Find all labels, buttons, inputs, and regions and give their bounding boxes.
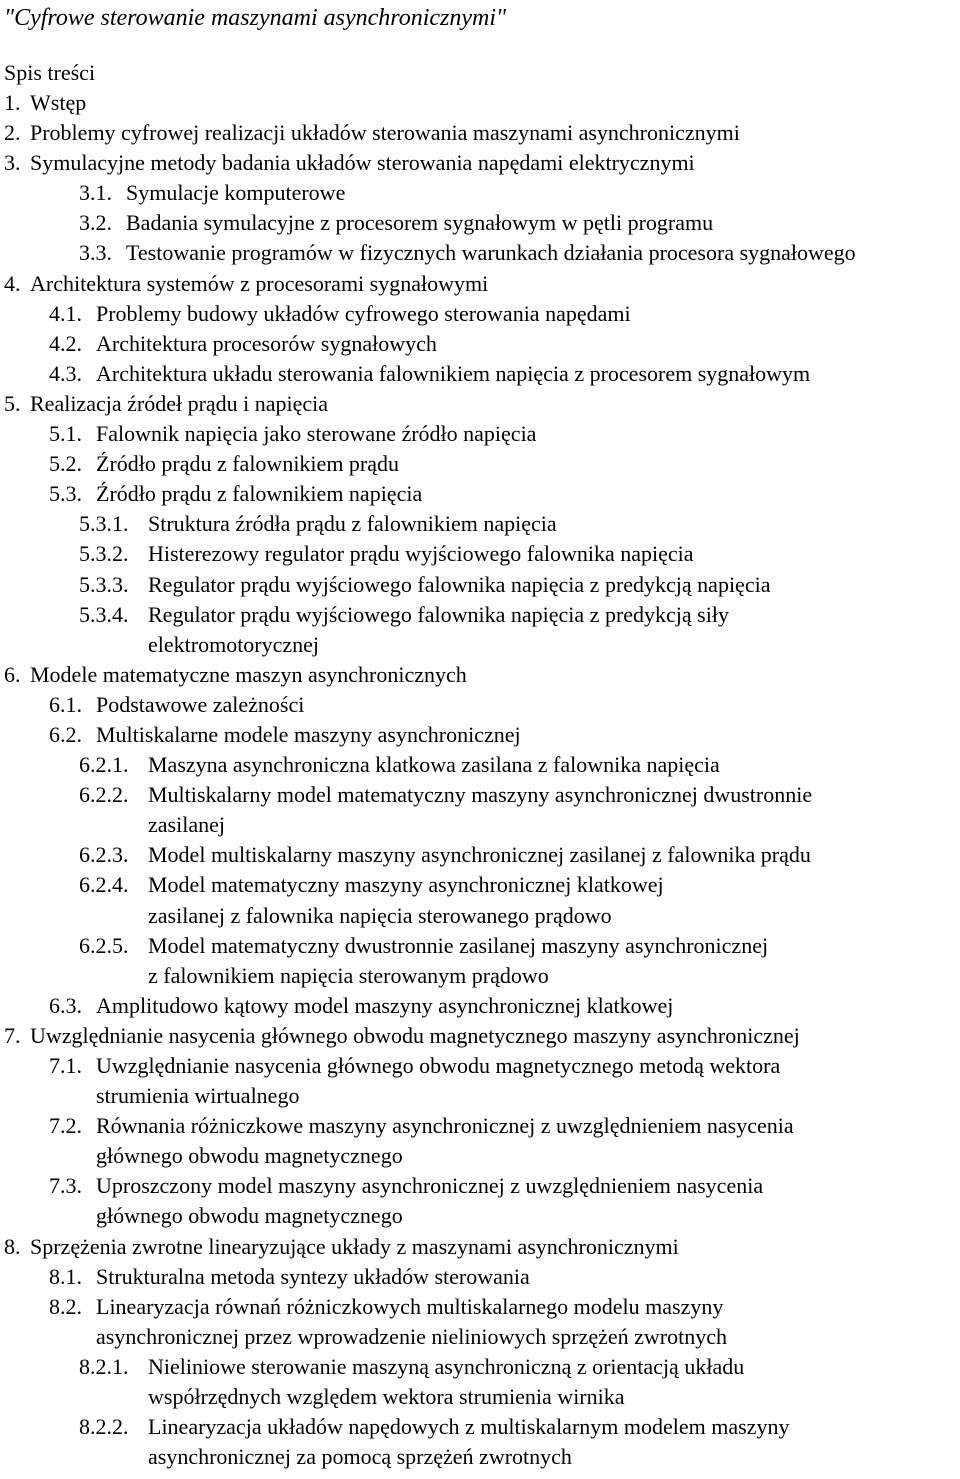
table-of-contents [0, 88, 960, 1472]
toc-entry [0, 359, 960, 389]
toc-entry [0, 539, 960, 569]
toc-entry-number: 7. [4, 1022, 21, 1048]
toc-entry-number: 5.3.2. [79, 541, 129, 567]
toc-entry-title [30, 389, 328, 419]
toc-entry-title-line: Uproszczony model maszyny asynchronicznej z uwzględnieniem nasycenia [96, 1173, 764, 1199]
toc-entry [0, 570, 960, 600]
toc-entry-number: 5.3.1. [79, 511, 129, 537]
toc-entry [0, 1412, 960, 1472]
toc-entry [0, 509, 960, 539]
toc-entry [0, 329, 960, 359]
toc-entry-number: 7.1. [49, 1053, 82, 1078]
toc-entry-number: 7.2. [49, 1113, 82, 1139]
toc-entry-title [148, 1412, 789, 1472]
toc-entry-title [96, 991, 673, 1021]
toc-entry-title-line: Falownik napięcia jako sterowane źródło napięcia [96, 421, 537, 447]
toc-entry-title-line: Regulator prądu wyjściowego falownika napięcia z predykcją siły [148, 601, 729, 627]
toc-entry-number: 5.3. [49, 481, 82, 507]
toc-entry-title-line: Badania symulacyjne z procesorem sygnałowym w pętli programu [126, 210, 714, 236]
toc-entry [0, 1262, 960, 1292]
toc-entry [0, 1292, 960, 1352]
toc-entry [0, 1021, 960, 1051]
toc-entry-title-line: Regulator prądu wyjściowego falownika napięcia z predykcją napięcia [148, 571, 771, 597]
toc-entry-title [96, 1292, 727, 1352]
toc-entry-title-line: strumienia wirtualnego [96, 1083, 300, 1109]
toc-entry-title [96, 1111, 794, 1171]
toc-entry [0, 690, 960, 720]
toc-entry-title-line: Struktura źródła prądu z falownikiem napięcia [148, 511, 557, 537]
toc-entry-number: 3.1. [79, 180, 112, 206]
toc-entry-title-line: Strukturalna metoda syntezy układów sterowania [96, 1263, 530, 1289]
toc-entry-title-line: Sprzężenia zwrotne linearyzujące układy z maszynami asynchronicznymi [30, 1233, 679, 1259]
toc-entry-title-line: współrzędnych względem wektora strumienia wirnika [148, 1384, 625, 1410]
toc-entry-number: 5. [4, 390, 21, 416]
toc-entry-title [96, 299, 631, 329]
toc-entry-title-line: Architektura procesorów sygnałowych [96, 330, 437, 356]
toc-entry [0, 269, 960, 299]
toc-entry-title [148, 509, 557, 539]
toc-entry-title-line: Model multiskalarny maszyny asynchronicznej zasilanej z falownika prądu [148, 842, 811, 868]
toc-entry [0, 419, 960, 449]
toc-entry-number: 6.2.4. [79, 872, 129, 898]
toc-entry-title-line: elektromotorycznej [148, 631, 320, 657]
toc-entry-number: 6.2.3. [79, 842, 129, 868]
toc-entry-title [148, 750, 720, 780]
toc-entry-number: 4. [4, 270, 21, 296]
toc-entry-title-line: Linearyzacja równań różniczkowych multiskalarnego modelu maszyny [96, 1293, 724, 1319]
toc-entry-title-line: Realizacja źródeł prądu i napięcia [30, 390, 329, 416]
toc-entry-number: 4.1. [49, 300, 82, 326]
document-title: "Cyfrowe sterowanie maszynami asynchronicznymi" [4, 5, 507, 31]
toc-entry-title [30, 1021, 800, 1051]
toc-entry-title-line: Problemy budowy układów cyfrowego sterowania napędami [96, 300, 631, 326]
toc-entry-title-line: Model matematyczny dwustronnie zasilanej maszyny asynchronicznej [148, 932, 769, 958]
toc-entry-title [96, 1262, 530, 1292]
toc-entry-title [30, 118, 740, 148]
toc-entry-title-line: Testowanie programów w fizycznych warunkach działania procesora sygnałowego [126, 240, 856, 266]
toc-entry-title [148, 780, 812, 840]
toc-entry-title-line: zasilanej [148, 812, 225, 838]
toc-entry [0, 178, 960, 208]
toc-entry-title [96, 690, 304, 720]
toc-entry-title-line: Architektura systemów z procesorami sygnałowymi [30, 270, 489, 296]
toc-entry-title [126, 238, 856, 268]
toc-entry-title-line: asynchronicznej przez wprowadzenie nieliniowych sprzężeń zwrotnych [96, 1323, 727, 1349]
toc-entry-title-line: Symulacyjne metody badania układów sterowania napędami elektrycznymi [30, 150, 695, 176]
toc-entry-title [30, 269, 488, 299]
toc-entry-title [148, 1352, 744, 1412]
toc-entry-number: 3. [4, 150, 21, 176]
toc-entry-number: 6.2. [49, 721, 82, 747]
toc-entry-title-line: Uwzględnianie nasycenia głównego obwodu magnetycznego maszyny asynchronicznej [30, 1022, 800, 1048]
toc-entry-title-line: Równania różniczkowe maszyny asynchronicznej z uwzględnieniem nasycenia [96, 1113, 794, 1139]
toc-entry-title-line: Wstęp [30, 90, 87, 115]
toc-entry-title [96, 720, 521, 750]
toc-entry [0, 870, 960, 930]
toc-entry-title [96, 479, 422, 509]
toc-entry-title-line: Źródło prądu z falownikiem prądu [96, 451, 400, 477]
toc-entry-title [96, 449, 399, 479]
toc-entry-title-line: Symulacje komputerowe [126, 180, 346, 206]
toc-entry-title [148, 570, 770, 600]
toc-entry-title [30, 88, 86, 118]
toc-entry-number: 7.3. [49, 1173, 82, 1199]
toc-entry-title-line: Histerezowy regulator prądu wyjściowego falownika napięcia [148, 541, 694, 567]
toc-entry [0, 600, 960, 660]
toc-entry-title-line: Maszyna asynchroniczna klatkowa zasilana z falownika napięcia [148, 752, 720, 778]
toc-entry-title [30, 660, 467, 690]
toc-entry-number: 8.2.1. [79, 1353, 129, 1379]
toc-entry-title [148, 600, 729, 660]
toc-entry [0, 660, 960, 690]
toc-entry-number: 6.2.5. [79, 932, 129, 958]
toc-entry [0, 931, 960, 991]
toc-entry-title-line: Uwzględnianie nasycenia głównego obwodu magnetycznego metodą wektora [96, 1053, 781, 1078]
toc-entry [0, 479, 960, 509]
toc-entry [0, 148, 960, 178]
toc-entry-title-line: Architektura układu sterowania falownikiem napięcia z procesorem sygnałowym [96, 360, 811, 386]
toc-entry [0, 88, 960, 118]
toc-entry-title-line: z falownikiem napięcia sterowanym prądowo [148, 962, 549, 988]
toc-entry-number: 3.2. [79, 210, 112, 236]
toc-entry [0, 720, 960, 750]
toc-entry-number: 5.3.3. [79, 571, 129, 597]
toc-entry [0, 750, 960, 780]
toc-entry [0, 840, 960, 870]
toc-entry [0, 118, 960, 148]
toc-entry-title-line: Modele matematyczne maszyn asynchronicznych [30, 661, 467, 687]
toc-entry-title [96, 329, 437, 359]
toc-entry-number: 8. [4, 1233, 21, 1259]
toc-entry [0, 1232, 960, 1262]
toc-entry-number: 4.2. [49, 330, 82, 356]
toc-entry-number: 6. [4, 661, 21, 687]
toc-entry-title [30, 148, 695, 178]
toc-entry-number: 8.1. [49, 1263, 82, 1289]
toc-entry-title-line: głównego obwodu magnetycznego [96, 1143, 403, 1169]
toc-entry-number: 3.3. [79, 240, 112, 266]
toc-entry-title [126, 178, 345, 208]
toc-entry [0, 1051, 960, 1111]
toc-entry [0, 1171, 960, 1231]
toc-entry-title-line: Multiskalarny model matematyczny maszyny asynchronicznej dwustronnie [148, 782, 813, 808]
toc-entry-title-line: zasilanej z falownika napięcia sterowanego prądowo [148, 902, 612, 928]
toc-entry-number: 4.3. [49, 360, 82, 386]
toc-entry-number: 6.3. [49, 992, 82, 1018]
toc-entry-title-line: asynchronicznej za pomocą sprzężeń zwrotnych [148, 1444, 572, 1470]
toc-entry-title-line: Linearyzacja układów napędowych z multiskalarnym modelem maszyny [148, 1414, 790, 1440]
toc-entry-title-line: Nieliniowe sterowanie maszyną asynchroniczną z orientacją układu [148, 1353, 745, 1379]
toc-entry-title [148, 870, 664, 930]
toc-entry [0, 1352, 960, 1412]
toc-entry-title-line: Problemy cyfrowej realizacji układów sterowania maszynami asynchronicznymi [30, 120, 740, 146]
toc-entry-number: 6.2.2. [79, 782, 129, 808]
toc-entry-number: 5.1. [49, 421, 82, 447]
toc-entry-title-line: Źródło prądu z falownikiem napięcia [96, 481, 423, 507]
toc-entry-title [96, 359, 810, 389]
toc-heading: Spis treści [4, 60, 96, 85]
toc-entry-title [148, 840, 811, 870]
toc-entry-number: 8.2. [49, 1293, 82, 1319]
toc-entry [0, 299, 960, 329]
toc-entry [0, 1111, 960, 1171]
toc-entry-title [148, 539, 694, 569]
toc-entry [0, 780, 960, 840]
toc-entry-number: 1. [4, 90, 21, 115]
toc-entry-number: 8.2.2. [79, 1414, 129, 1440]
toc-entry-number: 2. [4, 120, 21, 146]
toc-entry-title [96, 1171, 763, 1231]
toc-entry-number: 6.2.1. [79, 752, 129, 778]
toc-entry-number: 6.1. [49, 691, 82, 717]
toc-entry-title [96, 419, 536, 449]
toc-entry [0, 991, 960, 1021]
toc-entry-title-line: Model matematyczny maszyny asynchronicznej klatkowej [148, 872, 664, 898]
toc-entry [0, 389, 960, 419]
toc-entry-title-line: Amplitudowo kątowy model maszyny asynchronicznej klatkowej [96, 992, 674, 1018]
toc-entry [0, 238, 960, 268]
toc-entry-title [30, 1232, 679, 1262]
toc-entry [0, 449, 960, 479]
toc-entry-title-line: Multiskalarne modele maszyny asynchronicznej [96, 721, 521, 747]
toc-entry-title [96, 1051, 780, 1111]
toc-entry [0, 208, 960, 238]
toc-entry-number: 5.2. [49, 451, 82, 477]
toc-entry-title-line: Podstawowe zależności [96, 691, 305, 717]
toc-entry-title [148, 931, 768, 991]
toc-entry-number: 5.3.4. [79, 601, 129, 627]
toc-entry-title [126, 208, 713, 238]
toc-entry-title-line: głównego obwodu magnetycznego [96, 1203, 403, 1229]
